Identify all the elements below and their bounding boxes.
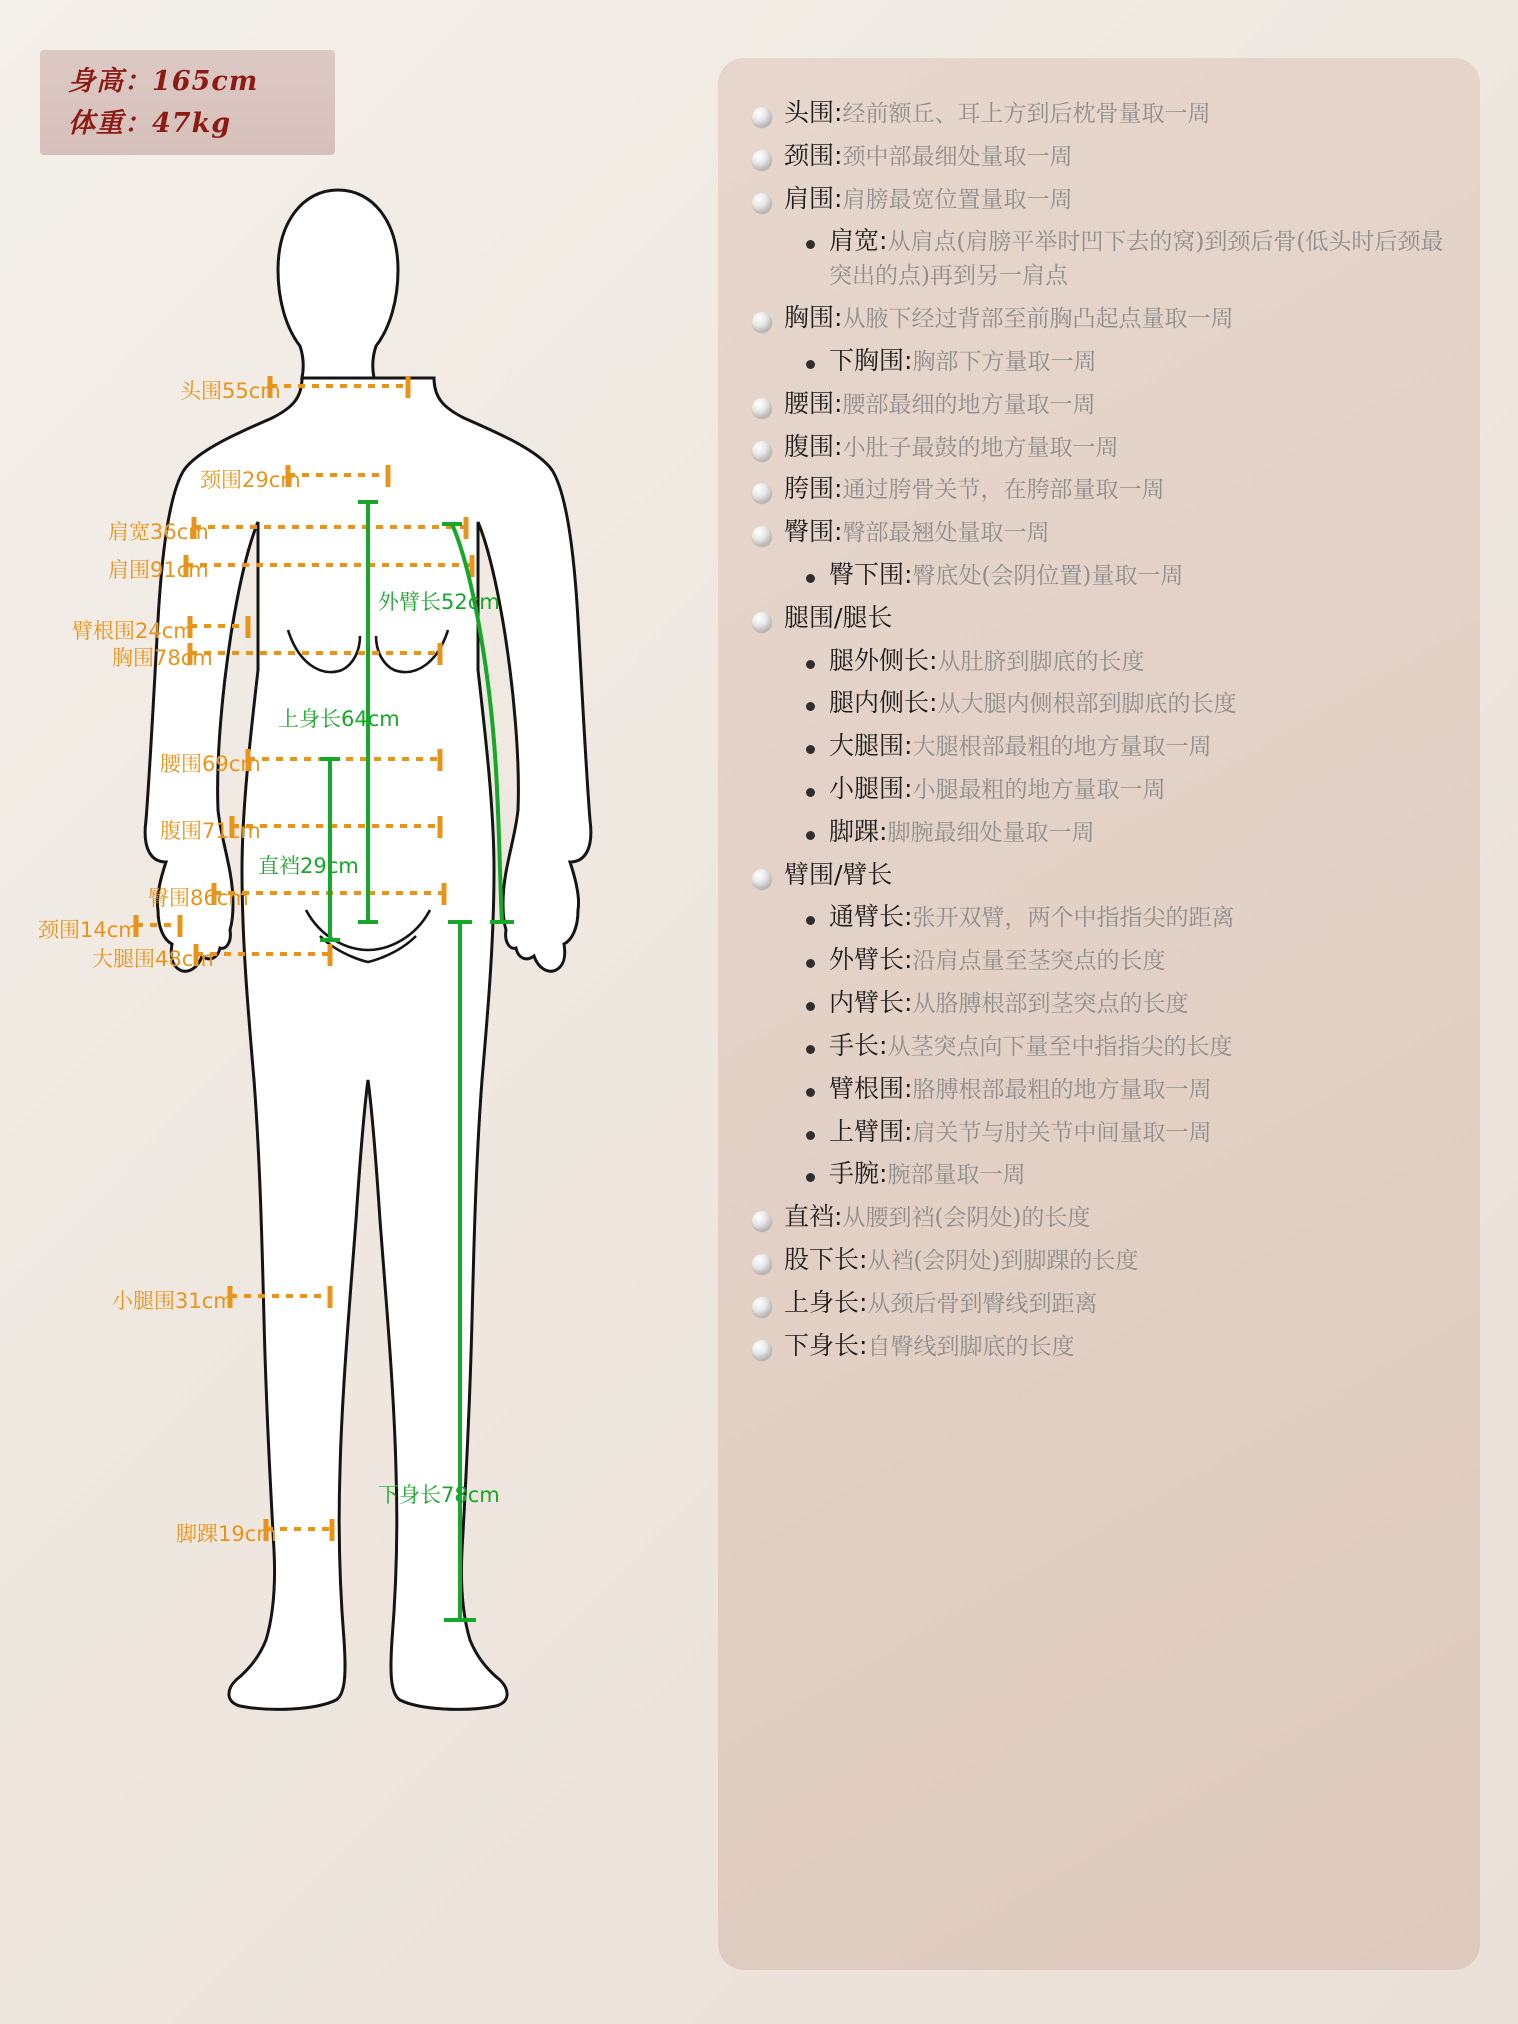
figure-svg — [20, 150, 680, 2010]
glossary-item — [748, 601, 1454, 635]
glossary-item — [748, 1329, 1454, 1363]
glossary-desc: 自臀线到脚底的长度 — [867, 1333, 1075, 1360]
glossary-desc: 腰部最细的地方量取一周 — [842, 391, 1096, 418]
glossary-term: 上臂围: — [829, 1116, 913, 1146]
sphere-bullet-icon — [752, 398, 772, 418]
glossary-term: 大腿围: — [829, 731, 913, 761]
dot-bullet-icon — [806, 1173, 815, 1182]
glossary-term: 脚踝: — [829, 816, 888, 846]
sphere-bullet-icon — [752, 193, 772, 213]
glossary-desc: 小腿最粗的地方量取一周 — [912, 777, 1166, 803]
glossary-item — [748, 96, 1454, 130]
dot-bullet-icon — [806, 788, 815, 797]
label-crotch-depth: 直裆29cm — [258, 854, 359, 878]
glossary-item — [748, 1286, 1454, 1320]
glossary-term: 腿外侧长: — [829, 645, 938, 675]
glossary-term: 腿内侧长: — [829, 688, 938, 718]
glossary-item — [748, 515, 1454, 549]
glossary-term: 头围: — [784, 98, 843, 127]
glossary-term: 臂围/臂长 — [784, 859, 893, 889]
label-lower-body-length: 下身长78cm — [378, 1483, 500, 1507]
glossary-desc: 从肩点(肩膀平举时凹下去的窝)到颈后骨(低头时后颈最突出的点)再到另一肩点 — [829, 229, 1444, 290]
glossary-item — [748, 1200, 1454, 1234]
glossary-term: 胯围: — [784, 474, 843, 504]
dot-bullet-icon — [806, 240, 815, 249]
label-wrist-circumference: 颈围14cm — [38, 918, 139, 942]
glossary-subitem — [748, 644, 1454, 678]
sphere-bullet-icon — [752, 526, 772, 546]
glossary-item — [748, 139, 1454, 173]
glossary-subitem — [748, 729, 1454, 763]
glossary-desc: 从肚脐到脚底的长度 — [937, 648, 1145, 675]
sphere-bullet-icon — [752, 1340, 772, 1360]
label-belly-circumference: 腹围71cm — [160, 819, 261, 843]
glossary-term: 胸围: — [784, 303, 843, 333]
glossary-subitem — [748, 815, 1454, 849]
label-upper-body-length: 上身长64cm — [278, 707, 400, 731]
dot-bullet-icon — [806, 1045, 815, 1054]
sphere-bullet-icon — [752, 869, 772, 889]
glossary-term: 直裆: — [784, 1202, 843, 1232]
glossary-desc: 腕部量取一周 — [887, 1162, 1026, 1189]
glossary-desc: 张开双臂，两个中指指尖的距离 — [912, 905, 1235, 932]
glossary-subitem — [748, 1072, 1454, 1106]
glossary-term: 臀围: — [784, 517, 843, 547]
glossary-term: 手腕: — [829, 1159, 888, 1189]
dot-bullet-icon — [806, 831, 815, 840]
sphere-bullet-icon — [752, 150, 772, 170]
glossary-subitem — [748, 344, 1454, 378]
glossary-term: 内臂长: — [829, 988, 913, 1018]
glossary-term: 臂根围: — [829, 1073, 913, 1103]
glossary-desc: 肩膀最宽位置量取一周 — [842, 186, 1073, 213]
glossary-subitem — [748, 224, 1454, 292]
glossary-subitem — [748, 900, 1454, 934]
weight-stat: 体重：47kg — [68, 107, 232, 139]
glossary-item — [748, 1243, 1454, 1277]
label-arm-root-circumference: 臂根围24cm — [72, 619, 194, 643]
dot-bullet-icon — [806, 916, 815, 925]
glossary-term: 下胸围: — [829, 345, 913, 375]
glossary-desc: 从茎突点向下量至中指指尖的长度 — [887, 1033, 1233, 1060]
glossary-term: 下身长: — [784, 1330, 868, 1360]
height-stat: 身高：165cm — [68, 65, 259, 97]
label-shoulder-width: 肩宽36cm — [108, 520, 209, 544]
measurement-glossary-panel — [718, 58, 1480, 1970]
glossary-item — [748, 182, 1454, 216]
glossary-term: 臀下围: — [829, 559, 913, 589]
sphere-bullet-icon — [752, 1254, 772, 1274]
glossary-desc: 从裆(会阴处)到脚踝的长度 — [867, 1247, 1139, 1274]
glossary-term: 腿围/腿长 — [784, 602, 893, 632]
glossary-item — [748, 301, 1454, 335]
glossary-desc: 胸部下方量取一周 — [912, 348, 1097, 375]
glossary-desc: 经前额丘、耳上方到后枕骨量取一周 — [842, 101, 1211, 127]
glossary-term: 通臂长: — [829, 902, 913, 932]
dot-bullet-icon — [806, 360, 815, 369]
sphere-bullet-icon — [752, 107, 772, 127]
glossary-term: 颈围: — [784, 140, 843, 170]
glossary-desc: 沿肩点量至茎突点的长度 — [912, 948, 1166, 975]
glossary-desc: 臀底处(会阴位置)量取一周 — [912, 562, 1184, 589]
body-stats-box — [40, 50, 335, 155]
glossary-desc: 肩关节与肘关节中间量取一周 — [912, 1119, 1212, 1146]
sphere-bullet-icon — [752, 441, 772, 461]
label-calf-circumference: 小腿围31cm — [112, 1289, 234, 1313]
label-head-circumference: 头围55cm — [180, 379, 281, 403]
glossary-term: 腰围: — [784, 388, 843, 418]
glossary-desc: 大腿根部最粗的地方量取一周 — [912, 734, 1212, 761]
sphere-bullet-icon — [752, 1211, 772, 1231]
label-thigh-circumference: 大腿围48cm — [92, 947, 214, 971]
glossary-desc: 通过胯骨关节，在胯部量取一周 — [842, 477, 1165, 504]
glossary-desc: 臀部最翘处量取一周 — [842, 520, 1050, 547]
sphere-bullet-icon — [752, 612, 772, 632]
dot-bullet-icon — [806, 660, 815, 669]
glossary-term: 外臂长: — [829, 945, 913, 975]
glossary-term: 腹围: — [784, 431, 843, 461]
label-outer-arm-length: 外臂长52cm — [378, 590, 500, 614]
glossary-item — [748, 858, 1454, 892]
glossary-desc: 从腋下经过背部至前胸凸起点量取一周 — [842, 306, 1234, 333]
glossary-subitem — [748, 558, 1454, 592]
glossary-term: 肩围: — [784, 183, 843, 213]
glossary-item — [748, 430, 1454, 464]
dot-bullet-icon — [806, 1131, 815, 1140]
glossary-subitem — [748, 986, 1454, 1020]
label-ankle-circumference: 脚踝19cm — [176, 1522, 277, 1546]
glossary-term: 股下长: — [784, 1244, 868, 1274]
glossary-subitem — [748, 943, 1454, 977]
glossary-desc: 从颈后骨到臀线到距离 — [867, 1290, 1098, 1317]
dot-bullet-icon — [806, 574, 815, 583]
dot-bullet-icon — [806, 745, 815, 754]
dot-bullet-icon — [806, 1088, 815, 1097]
glossary-desc: 从腰到裆(会阴处)的长度 — [842, 1205, 1091, 1232]
dot-bullet-icon — [806, 702, 815, 711]
dot-bullet-icon — [806, 959, 815, 968]
body-figure-diagram — [20, 150, 680, 2010]
label-shoulder-circumference: 肩围91cm — [108, 558, 209, 582]
glossary-term: 上身长: — [784, 1287, 868, 1317]
label-waist-circumference: 腰围69cm — [160, 752, 261, 776]
glossary-desc: 胳膊根部最粗的地方量取一周 — [912, 1076, 1212, 1103]
label-neck-circumference: 颈围29cm — [200, 468, 301, 492]
glossary-subitem — [748, 772, 1454, 806]
glossary-subitem — [748, 686, 1454, 720]
glossary-item — [748, 387, 1454, 421]
label-hip-circumference: 臀围86cm — [148, 886, 249, 910]
glossary-term: 手长: — [829, 1030, 888, 1060]
glossary-desc: 小肚子最鼓的地方量取一周 — [842, 434, 1119, 461]
glossary-item — [748, 472, 1454, 506]
glossary-desc: 颈中部最细处量取一周 — [842, 143, 1073, 170]
label-bust-circumference: 胸围78cm — [112, 646, 213, 670]
glossary-desc: 脚腕最细处量取一周 — [887, 819, 1095, 846]
glossary-term: 肩宽: — [829, 226, 888, 256]
glossary-subitem — [748, 1157, 1454, 1191]
glossary-term: 小腿围: — [829, 774, 913, 803]
glossary-subitem — [748, 1029, 1454, 1063]
sphere-bullet-icon — [752, 1297, 772, 1317]
glossary-desc: 从大腿内侧根部到脚底的长度 — [937, 691, 1237, 718]
dot-bullet-icon — [806, 1002, 815, 1011]
glossary-desc: 从胳膊根部到茎突点的长度 — [912, 991, 1189, 1018]
glossary-subitem — [748, 1115, 1454, 1149]
sphere-bullet-icon — [752, 483, 772, 503]
sphere-bullet-icon — [752, 312, 772, 332]
